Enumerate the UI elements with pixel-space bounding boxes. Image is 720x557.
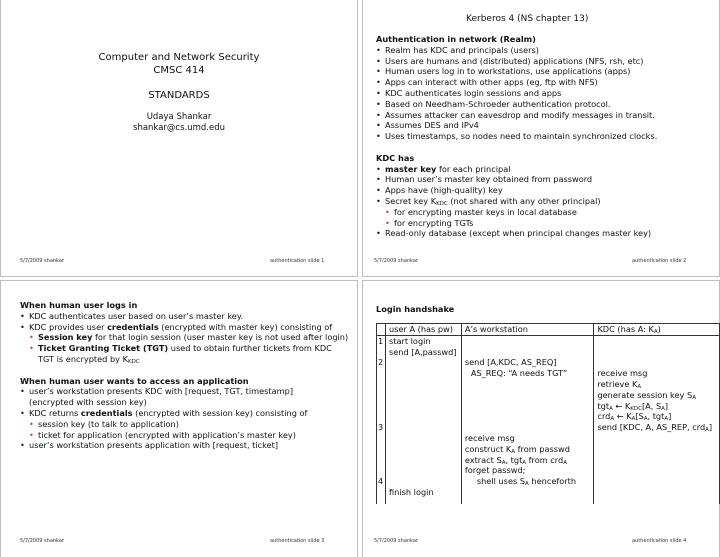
footer-slide-number: authentication slide 3 [270,538,325,544]
table-cell [385,422,461,433]
list-item: • Assumes DES and IPv4 [376,120,716,131]
sub-list-item: • session key (to talk to application) [29,419,354,430]
step-number: 2 [377,357,386,422]
email: shankar@cs.umd.edu [133,122,225,133]
step-number: 4 [377,476,386,504]
table-cell [461,422,594,433]
table-cell: receive msg construct $K_A$ from passwd extract $S_A$, tgt$_A$ from crd$_A$ forget passwd; [461,433,594,476]
section-heading: When human user wants to access an application [20,375,249,386]
slide-border [362,280,720,281]
slide-2 [362,0,720,277]
slide-border [357,0,358,277]
list-item: • user’s workstation presents application with [request, ticket] [20,440,354,451]
course-code: CMSC 414 [153,64,205,76]
table-row [377,433,720,476]
section-heading: KDC has [376,152,415,163]
table-cell [377,324,386,336]
slide-subtitle: STANDARDS [148,89,210,101]
col-header-user: user A (has pw) [385,324,461,336]
step-number: 1 [377,335,386,357]
slide-border [0,280,358,281]
slide-border [0,276,358,277]
table-cell [461,335,594,357]
col-header-kdc: KDC (has A: $K_A$) [594,324,720,336]
handshake-table [376,323,720,504]
table-cell [594,335,720,357]
list-item: • Apps have (high-quality) key [376,185,716,196]
slide-border [362,276,720,277]
footer-date: 5/7/2009 shankar [20,258,64,264]
section-heading: Authentication in network (Realm) [376,34,536,44]
table-row [377,357,720,422]
list-item: • user’s workstation presents KDC with [request, TGT, timestamp] (encrypted with session key) [20,386,354,408]
table-row [377,476,720,504]
slide-title: Computer and Network Security [98,52,260,63]
table-row [377,335,720,357]
table-cell [594,476,720,504]
list-item: • Based on Needham-Schroeder authentication protocol. [376,99,716,110]
slide-border [357,280,358,557]
sub-list-item: • for encrypting TGTs [385,218,716,229]
step-number: 3 [377,422,386,433]
list-item: • KDC provides user credentials (encrypted with master key) consisting of [20,322,354,333]
table-row [377,422,720,433]
footer-slide-number: authentication slide 1 [270,258,325,264]
table-cell: receive msg retrieve $K_A$ generate session key $S_A$ tgt$_A$ ← $K_{KDC}[A$, $S_A$] crd$_A$ ← $K_A[S_A$, tgt$_A$] [594,357,720,422]
list-item: • master key for each principal [376,164,716,175]
table-cell [385,433,461,476]
table-cell: start login send [A,passwd] [385,335,461,357]
list-item: • Assumes attacker can eavesdrop and modify messages in transit. [376,110,716,121]
list-item: • Users are humans and (distributed) applications (NFS, rsh, etc) [376,56,716,67]
access-list [20,386,354,451]
table-cell: send [KDC, A, AS_REP, crd$_A$] [594,422,720,433]
footer-date: 5/7/2009 shankar [374,258,418,264]
list-item: • KDC authenticates login sessions and apps [376,88,716,99]
list-item: • Apps can interact with other apps (eg, ftp with NFS) [376,77,716,88]
slide-3 [0,280,358,557]
list-item: • KDC authenticates user based on user’s master key. [20,311,354,322]
section-heading: When human user logs in [20,300,138,310]
footer-slide-number: authentication slide 4 [632,538,687,544]
table-header-row [377,324,720,336]
slide-1 [0,0,358,277]
footer-date: 5/7/2009 shankar [20,538,64,544]
author: Udaya Shankar [146,112,212,122]
list-item: • Human users log in to workstations, use applications (apps) [376,66,716,77]
list-item: • Read-only database (except when principal changes master key) [376,228,716,239]
col-header-workstation: A’s workstation [461,324,594,336]
slide-title: Kerberos 4 (NS chapter 13) [466,14,589,24]
login-list [20,311,354,365]
sub-list-item: • Ticket Granting Ticket (TGT) used to obtain further tickets from KDC TGT is encrypted by $K_{KDC}$ [29,343,354,365]
list-item: • Uses timestamps, so nodes need to maintain synchronized clocks. [376,131,716,142]
footer-slide-number: authentication slide 2 [632,258,687,264]
table-cell [385,357,461,422]
list-item: • Human user’s master key obtained from password [376,174,716,185]
sub-list-item: • for encrypting master keys in local database [385,207,716,218]
list-item: • Secret key $K_{KDC}$ (not shared with any other principal) [376,196,716,207]
slide-4 [362,280,720,557]
slide-border [0,0,1,277]
footer-date: 5/7/2009 shankar [374,538,418,544]
slide-border [0,280,1,557]
table-cell: finish login [385,476,461,504]
table-cell [377,433,386,476]
sub-list-item: • ticket for application (encrypted with application’s master key) [29,430,354,441]
slide-border [362,280,363,557]
slide-title: Login handshake [376,304,455,314]
realm-list [376,45,716,142]
sub-list-item: • Session key for that login session (user master key is not used after login) [29,332,354,343]
list-item: • Realm has KDC and principals (users) [376,45,716,56]
table-cell: send [A,KDC, AS_REQ] AS_REQ: “A needs TGT” [461,357,594,422]
table-cell: shell uses $S_A$ henceforth [461,476,594,504]
kdc-list [376,164,716,240]
list-item: • KDC returns credentials (encrypted with session key) consisting of [20,408,354,419]
slide-border [362,0,363,277]
table-cell [594,433,720,476]
